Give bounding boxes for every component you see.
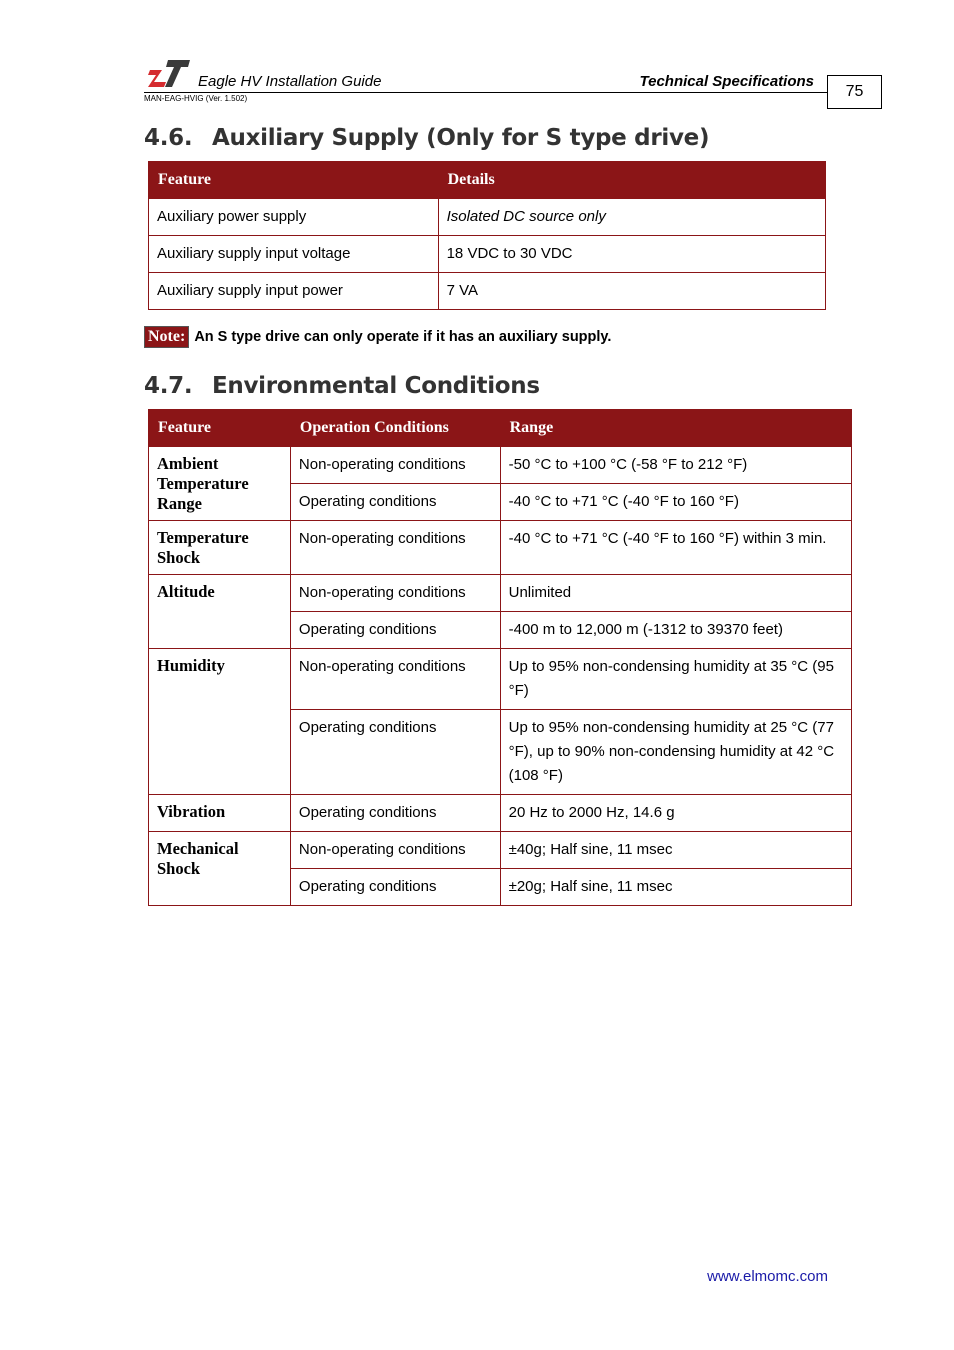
table-cell: Up to 95% non-condensing humidity at 25 °C (77 °F), up to 90% non-condensing humidity at 42 °C (108 °F)	[500, 710, 851, 795]
table-row	[149, 521, 852, 575]
table-cell: Isolated DC source only	[438, 199, 825, 236]
table-cell: -400 m to 12,000 m (-1312 to 39370 feet)	[500, 612, 851, 649]
table-cell: ±40g; Half sine, 11 msec	[500, 832, 851, 869]
website-link[interactable]: www.elmomc.com	[707, 1268, 828, 1285]
environmental-conditions-table	[148, 409, 852, 906]
table-cell: Auxiliary supply input power	[149, 273, 439, 310]
header-rule	[144, 92, 827, 93]
document-title: Eagle HV Installation Guide	[198, 73, 382, 90]
section-heading-auxiliary-supply	[144, 125, 709, 151]
document-id: MAN-EAG-HVIG (Ver. 1.502)	[144, 94, 248, 103]
note	[144, 326, 611, 348]
table-row	[149, 199, 826, 236]
note-label: Note:	[144, 326, 189, 348]
table-header-row	[149, 162, 826, 199]
feature-cell: Humidity	[149, 649, 291, 795]
table-cell: Non-operating conditions	[290, 521, 500, 575]
table-cell: Auxiliary power supply	[149, 199, 439, 236]
table-cell: -40 °C to +71 °C (-40 °F to 160 °F)	[500, 484, 851, 521]
table-cell: Non-operating conditions	[290, 575, 500, 612]
section-number: 4.7.	[144, 373, 193, 399]
table-cell: 7 VA	[438, 273, 825, 310]
table-cell: Auxiliary supply input voltage	[149, 236, 439, 273]
table-cell: Operating conditions	[290, 710, 500, 795]
table-cell: 18 VDC to 30 VDC	[438, 236, 825, 273]
table-cell: Operating conditions	[290, 484, 500, 521]
table-row	[149, 447, 852, 484]
table-cell: Operating conditions	[290, 612, 500, 649]
table-row	[149, 649, 852, 710]
table-cell: ±20g; Half sine, 11 msec	[500, 869, 851, 906]
table-cell: Operating conditions	[290, 795, 500, 832]
auxiliary-supply-table	[148, 161, 826, 310]
elmo-logo	[148, 58, 190, 88]
header-section-title: Technical Specifications	[639, 73, 814, 90]
feature-cell: Vibration	[149, 795, 291, 832]
table-header-row	[149, 410, 852, 447]
section-number: 4.6.	[144, 125, 193, 151]
table-row	[149, 575, 852, 612]
column-header: Operation Conditions	[290, 410, 500, 447]
feature-cell: Ambient Temperature Range	[149, 447, 291, 521]
table-row	[149, 832, 852, 869]
section-heading-environmental-conditions	[144, 373, 540, 399]
table-row	[149, 236, 826, 273]
column-header: Details	[438, 162, 825, 199]
column-header: Feature	[149, 410, 291, 447]
table-cell: Non-operating conditions	[290, 447, 500, 484]
table-cell: Non-operating conditions	[290, 832, 500, 869]
table-cell: Unlimited	[500, 575, 851, 612]
column-header: Feature	[149, 162, 439, 199]
section-title: Auxiliary Supply (Only for S type drive)	[212, 125, 710, 151]
section-title: Environmental Conditions	[212, 373, 540, 399]
table-row	[149, 795, 852, 832]
feature-cell: Altitude	[149, 575, 291, 649]
table-cell: Non-operating conditions	[290, 649, 500, 710]
table-cell: 20 Hz to 2000 Hz, 14.6 g	[500, 795, 851, 832]
table-cell: -50 °C to +100 °C (-58 °F to 212 °F)	[500, 447, 851, 484]
feature-cell: Temperature Shock	[149, 521, 291, 575]
column-header: Range	[500, 410, 851, 447]
page-number: 75	[827, 75, 882, 109]
table-cell: Up to 95% non-condensing humidity at 35 °C (95 °F)	[500, 649, 851, 710]
table-cell: Operating conditions	[290, 869, 500, 906]
note-text: An S type drive can only operate if it has an auxiliary supply.	[194, 329, 612, 345]
table-row	[149, 273, 826, 310]
table-cell: -40 °C to +71 °C (-40 °F to 160 °F) within 3 min.	[500, 521, 851, 575]
feature-cell: Mechanical Shock	[149, 832, 291, 906]
